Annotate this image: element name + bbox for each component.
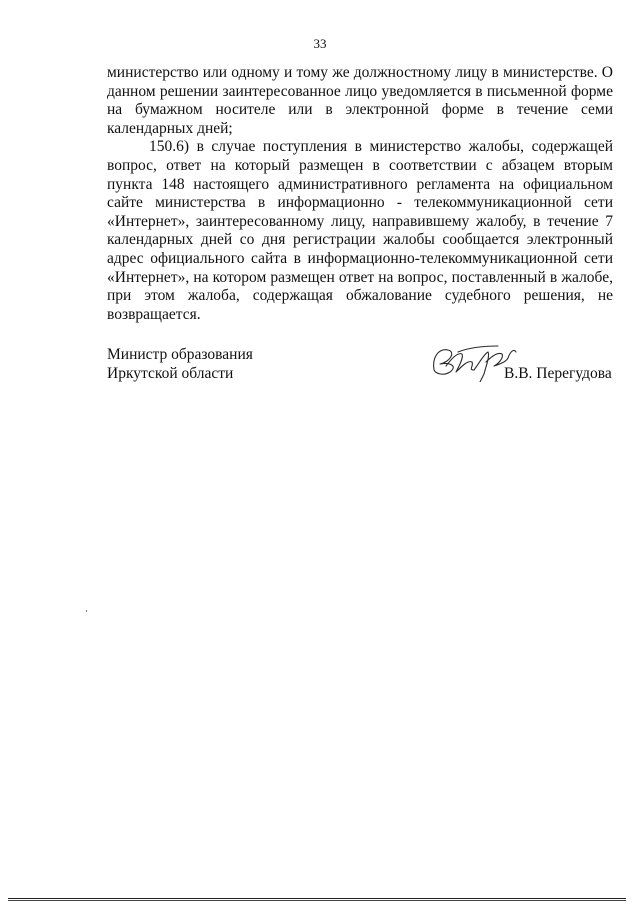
scan-speck (86, 610, 87, 612)
bottom-border-line-2 (8, 900, 626, 901)
signatory-position-line1: Министр образования (107, 346, 253, 363)
body-text (107, 64, 613, 324)
signatory-position (107, 346, 253, 383)
signatory-name: В.В. Перегудова (504, 365, 612, 382)
paragraph-2: 150.6) в случае поступления в министерство жалобы, содержащей вопрос, ответ на который размещен в соответствии с абзацем вторым пункта 148 настоящего административного регламента на официальном сайте министерства в информационно - телекоммуникационной сети «Интернет», заинтересованному лицу, направившему жалобу, в течение 7 календарных дней со дня регистрации жалобы сообщается электронный адрес официального сайта в информационно-телекоммуникационной сети «Интернет», на котором размещен ответ на вопрос, поставленный в жалобе, при этом жалоба, содержащая обжалование судебного решения, не возвращается. (107, 138, 613, 323)
page-number: 33 (313, 36, 327, 51)
bottom-border-line (8, 898, 626, 899)
signatory-position-line2: Иркутской области (107, 364, 234, 382)
paragraph-1: министерство или одному и тому же должностному лицу в министерстве. О данном решении заинтересованное лицо уведомляется в письменной форме на бумажном носителе или в электронной форме в течение семи календарных дней; (107, 64, 613, 137)
